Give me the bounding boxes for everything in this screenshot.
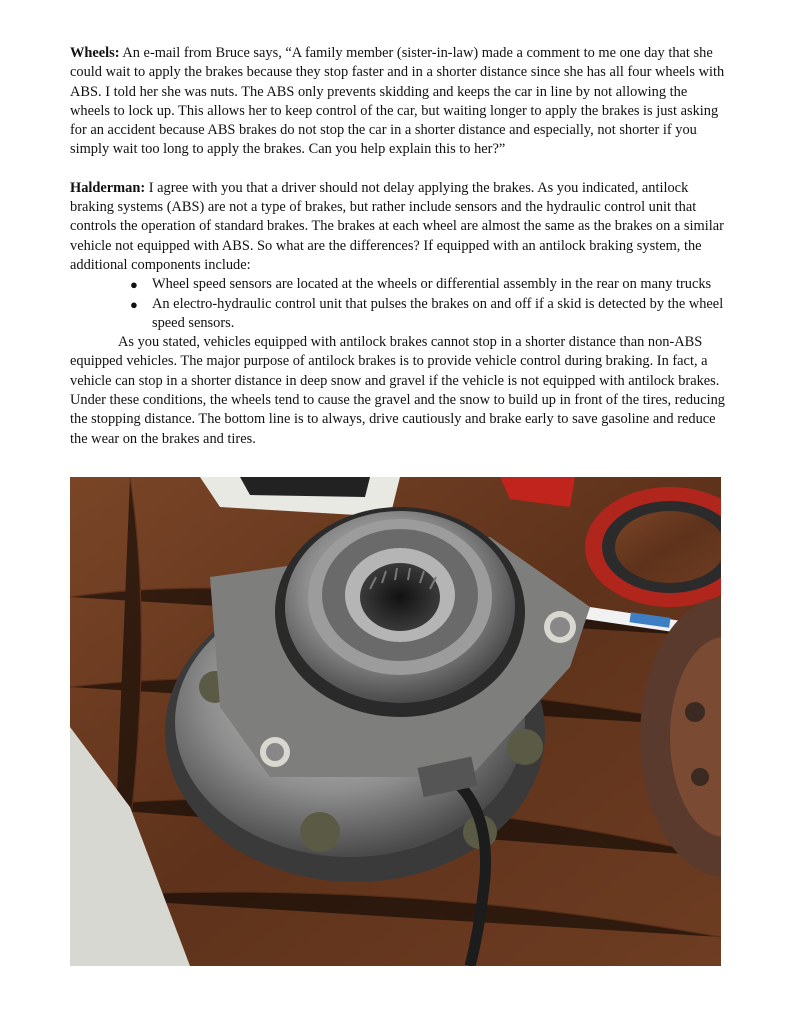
wheels-question — [70, 44, 726, 160]
halderman-label: Halderman: — [70, 179, 146, 196]
wheel-hub-photo — [70, 477, 721, 966]
hub-bearing-illustration — [70, 477, 721, 966]
paragraph-gap — [70, 160, 726, 179]
component-list — [70, 275, 726, 333]
halderman-text: I agree with you that a driver should not delay applying the brakes. As you indicated, antilock braking systems (ABS) are not a type of brakes, but rather include sensors and the hydraulic control unit that controls the operation of standard brakes. The brakes at each wheel are almost the same as the brakes on a similar vehicle not equipped with ABS. So what are the differences? If equipped with an antilock braking system, the additional components include: — [70, 179, 724, 273]
wheels-label: Wheels: — [70, 45, 120, 61]
bullet-icon: ● — [130, 277, 138, 293]
halderman-closing: As you stated, vehicles equipped with antilock brakes cannot stop in a shorter distance than non-ABS equipped vehicles. The major purpose of antilock brakes is to provide vehicle control during braking. In fact, a vehicle can stop in a shorter distance in deep snow and gravel if the vehicle is not equipped with antilock brakes. Under these conditions, the wheels tend to cause the gravel and the snow to build up in front of the tires, reducing the stopping distance. The bottom line is to always, drive cautiously and brake early to save gasoline and reduce the wear on the brakes and tires. — [70, 334, 726, 447]
document-body — [70, 44, 726, 449]
list-item — [70, 295, 726, 334]
wheels-text: An e-mail from Bruce says, “A family member (sister-in-law) made a comment to me one day that she could wait to apply the brakes because they stop faster and in a shorter distance since she has all four wheels with ABS. I told her she was nuts. The ABS only prevents skidding and keeps the car in line by not allowing the wheels to lock up. This allows her to keep control of the car, but waiting longer to apply the brakes is just asking for an accident because ABS brakes do not stop the car in a shorter distance and especially, not shorter if you simply wait too long to apply the brakes. Can you help explain this to her?” — [70, 45, 725, 158]
halderman-answer — [70, 179, 726, 275]
list-item — [70, 275, 726, 294]
bullet-text: An electro-hydraulic control unit that pulses the brakes on and off if a skid is detected by the wheel speed sensors. — [152, 295, 724, 331]
bullet-icon: ● — [130, 296, 138, 312]
bullet-text: Wheel speed sensors are located at the wheels or differential assembly in the rear on many trucks — [152, 276, 712, 293]
